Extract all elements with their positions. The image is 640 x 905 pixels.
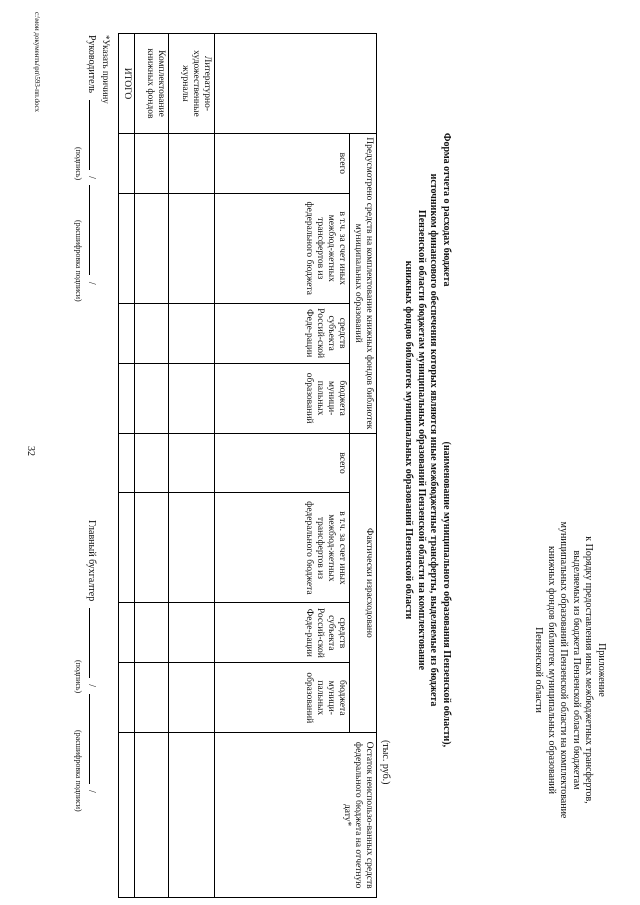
sub-actual-subject: средств субъекта Россий-ской Феде-рации [215, 603, 350, 663]
slash: / [86, 684, 97, 688]
slash: / [86, 790, 97, 793]
header-remainder: Остаток неиспользо-ванных средств федерального бюджета на отчетную дату* [215, 733, 377, 898]
report-table [118, 33, 377, 898]
head-signature [74, 35, 97, 302]
table-row [135, 34, 169, 898]
appendix-text: к Порядку предоставления иных межбюджетных трансфертов, выделяемых из бюджета Пензенской области бюджетам муниципальных образований Пензенской области на комплектование книжных фондов библиотек муниципальных образований Пензенской области [533, 521, 595, 819]
accountant-label: Главный бухгалтер [86, 520, 97, 602]
form-title-line2: источником финансового обеспечения которых являются иные межбюджетные трансферты, выделяемые из бюджета [428, 173, 440, 707]
sub-planned-total: всего [215, 133, 350, 193]
header-planned: Предусмотрено средств на комплектование книжных фондов библиотек муниципальных образований [350, 133, 377, 433]
form-title-line1 [440, 100, 453, 780]
form-title-line4: книжных фондов библиотек муниципальных образований Пензенской области [403, 260, 415, 620]
signature-caption: (подпись) [74, 660, 83, 694]
accountant-signature [74, 520, 97, 812]
table-header-row [350, 34, 377, 898]
sub-actual-municipal: бюджета муници-пальных образований [215, 663, 350, 733]
decryption-caption: (расшифровка подписи) [74, 220, 83, 302]
signature-line [89, 608, 90, 678]
sub-actual-federal: в т.ч. за счет иных межбюд-жетных трансфертов из федерального бюджета [215, 493, 350, 603]
row-label: ИТОГО [119, 34, 135, 134]
sub-planned-municipal: бюджета муници-пальных образований [215, 363, 350, 433]
slash: / [86, 281, 97, 285]
sub-planned-subject: средств субъекта Россий-ской Феде-рации [215, 303, 350, 363]
page-number: 32 [25, 446, 36, 456]
footnote: *Указать причину [101, 35, 111, 104]
row-label: Литературно-художественные журналы [169, 34, 215, 134]
row-label: Комплектование книжных фондов [135, 34, 169, 134]
table-row [119, 34, 135, 898]
decryption-caption: (расшифровка подписи) [74, 730, 83, 812]
form-title-line1-right: (наименование муниципального образования Пензенской области), [441, 441, 452, 748]
appendix-block [532, 520, 607, 820]
unit-label: (тыс. руб.) [380, 740, 391, 785]
decryption-line [89, 185, 90, 275]
header-empty-cell [215, 34, 377, 134]
decryption-line [89, 694, 90, 784]
form-title-line1-left: Форма отчета о расходах бюджета [441, 132, 452, 287]
file-path: c:\мои документы\рп\593-пп.docx [33, 12, 41, 113]
appendix-title: Приложение [596, 643, 607, 697]
slash: / [86, 176, 97, 179]
signature-line [89, 100, 90, 170]
sub-planned-federal: в т.ч. за счет иных межбюд-жетных трансфертов из федерального бюджета [215, 193, 350, 303]
sub-actual-total: всего [215, 433, 350, 493]
head-label: Руководитель [86, 35, 97, 94]
header-actual: Фактически израсходовано [350, 433, 377, 733]
form-title [402, 100, 452, 780]
signature-caption: (подпись) [74, 147, 83, 181]
table-row [169, 34, 215, 898]
form-title-line3: Пензенской области бюджетам муниципальных образований Пензенской области на комплектование [416, 209, 427, 671]
